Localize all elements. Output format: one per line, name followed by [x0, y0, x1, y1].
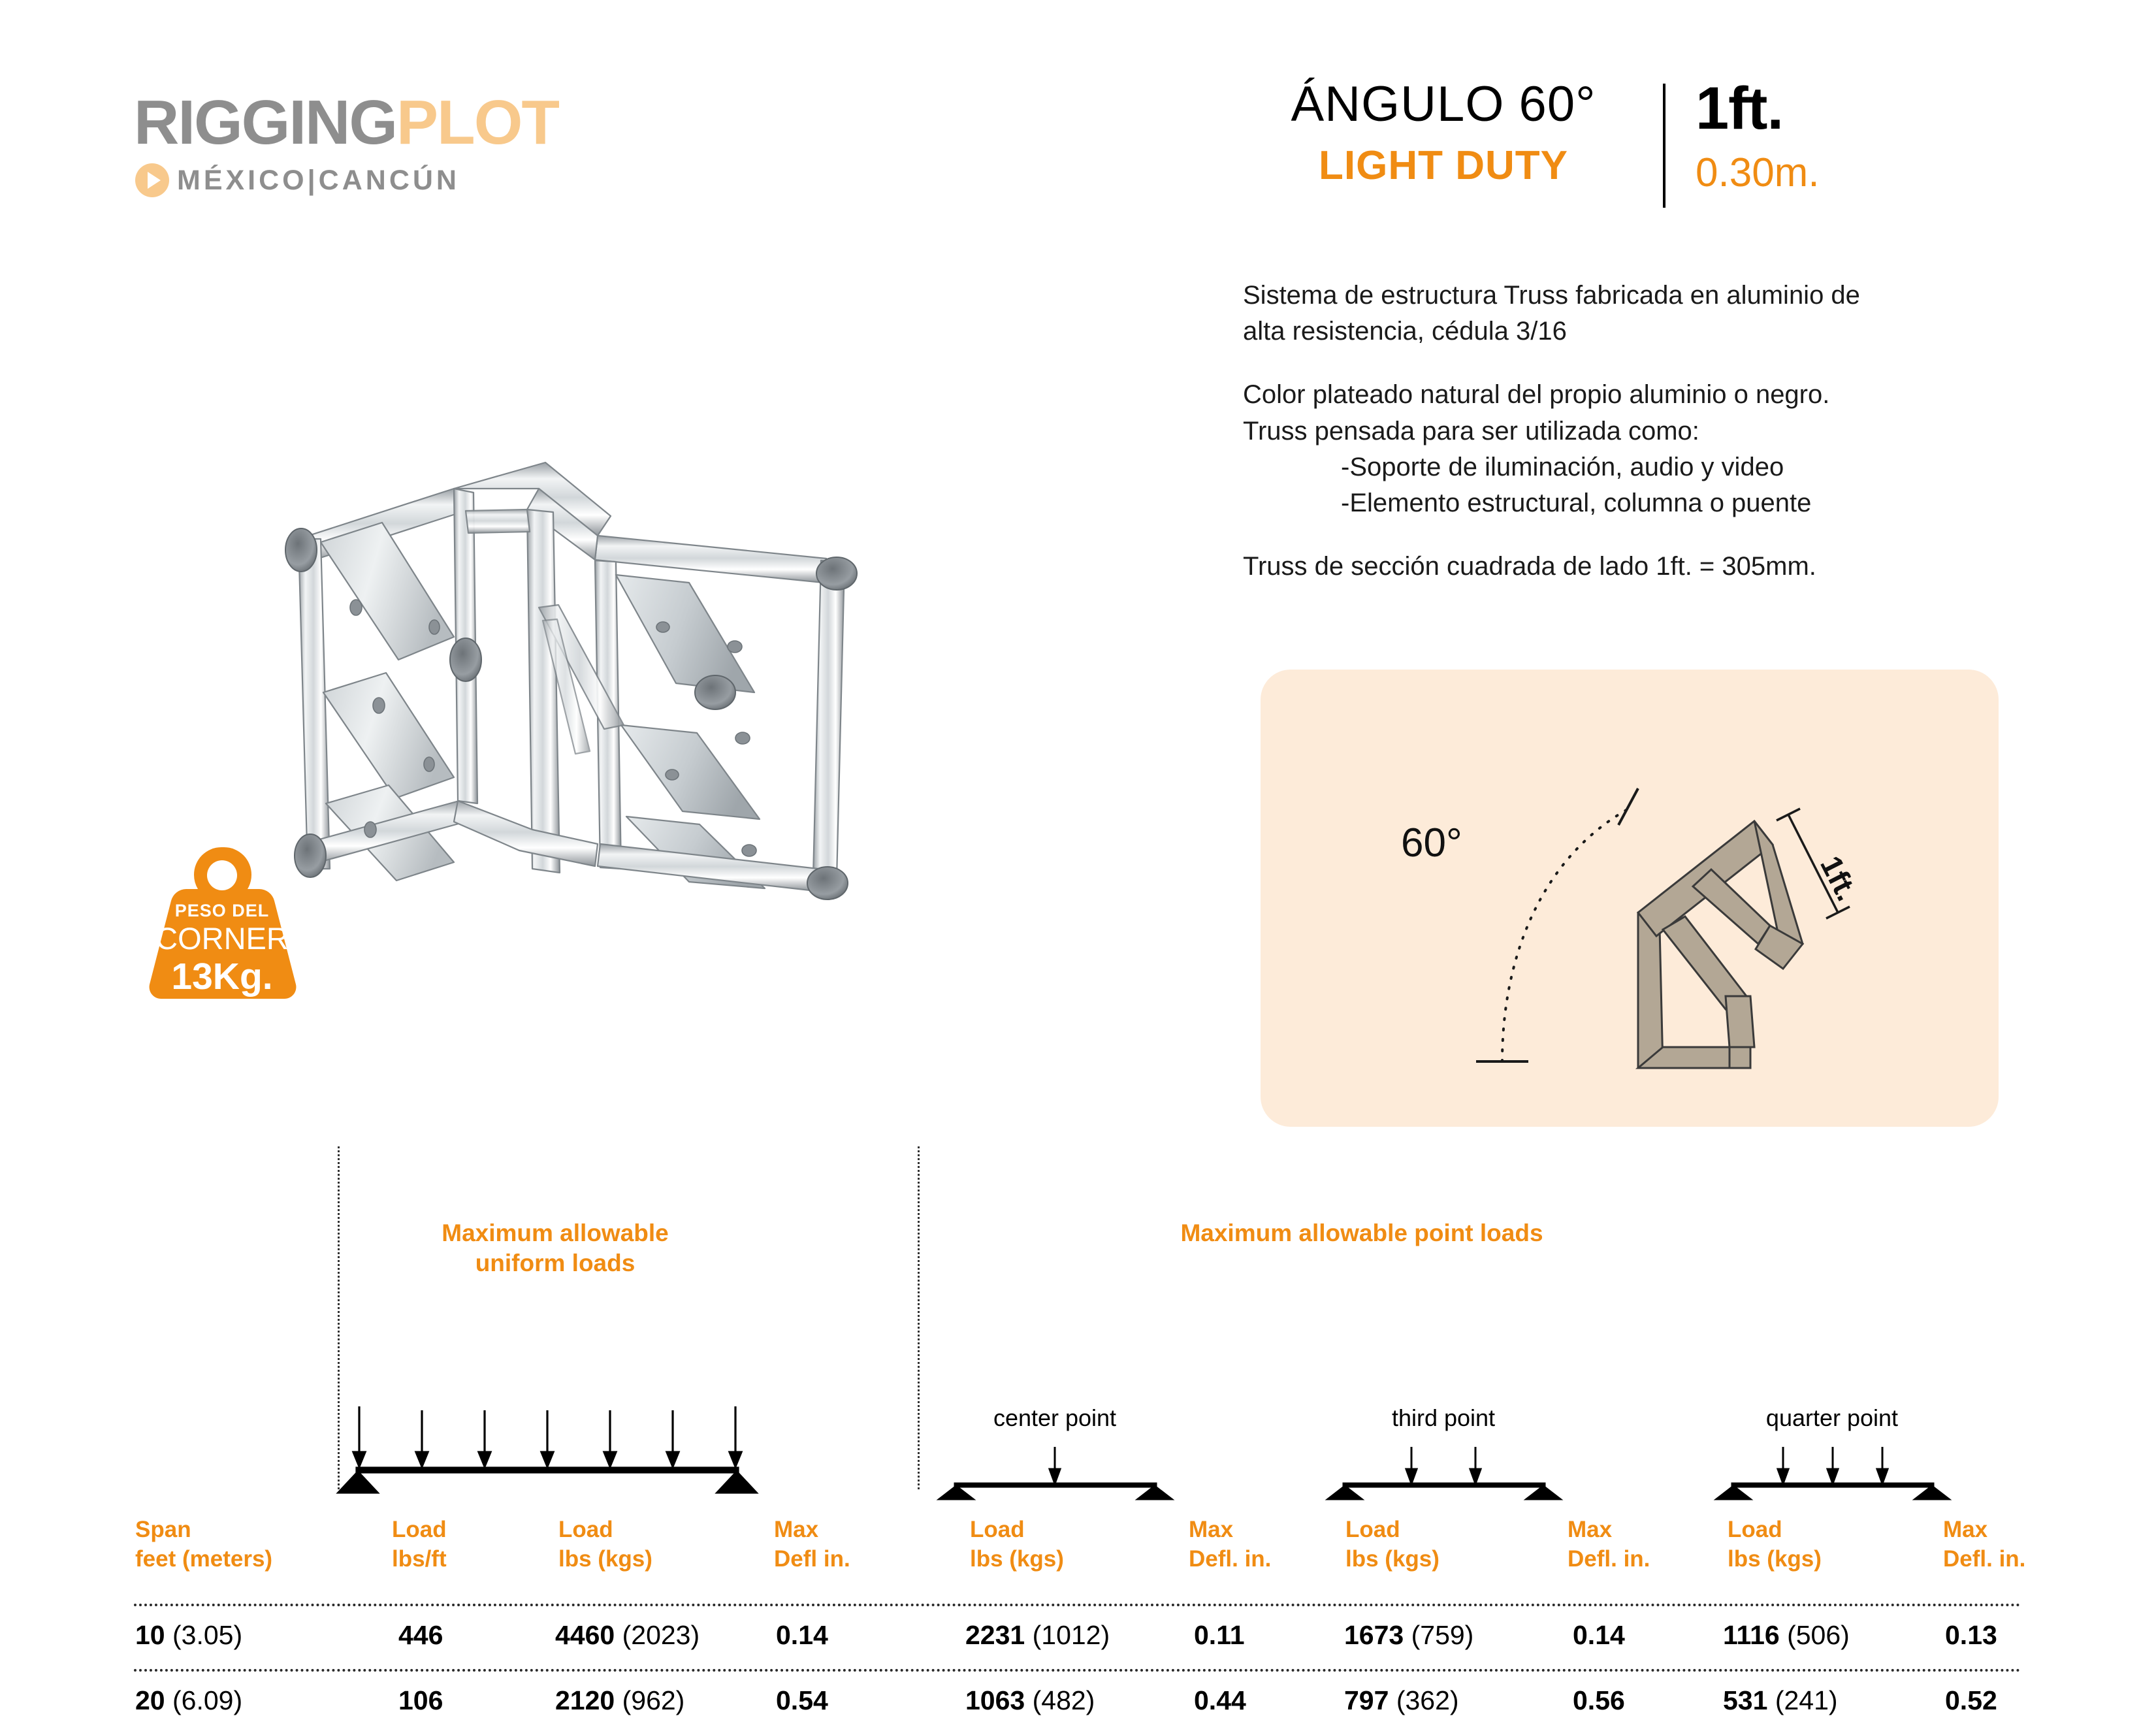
table-rule-top: [134, 1604, 2021, 1606]
column-divider-2: [918, 1146, 920, 1489]
page-title: ÁNGULO 60°: [1291, 76, 1596, 132]
col-8-l1: Load: [1728, 1517, 1782, 1542]
cell-uniform-lbsft-r1: 446: [398, 1620, 443, 1650]
col-1-l1: Load: [392, 1517, 447, 1542]
cell-third-defl-r2: 0.56: [1573, 1685, 1625, 1715]
cell-quarter-load-r1: [1723, 1620, 1850, 1651]
cell-uniform-defl-r2: 0.54: [776, 1685, 828, 1715]
cell-center-rest-r1: (1012): [1025, 1620, 1110, 1650]
col-span-l1: Span: [135, 1517, 191, 1542]
col-9-l1: Max: [1943, 1517, 1988, 1542]
diagram-third-point: [1323, 1447, 1564, 1499]
size-imperial: 1ft.: [1696, 75, 1783, 142]
cell-quarter-rest-r2: (241): [1767, 1685, 1838, 1715]
table-row: [135, 1685, 242, 1716]
cell-uniform-lbs-r2: [555, 1685, 684, 1716]
cell-quarter-bold-r2: 531: [1723, 1685, 1768, 1715]
support-left: [338, 1472, 378, 1493]
cell-uniform-lbs-bold-r2: 2120: [555, 1685, 615, 1715]
col-7-l2: Defl. in.: [1568, 1546, 1650, 1572]
col-1-l2: lbs/ft: [392, 1546, 447, 1572]
cell-third-rest-r2: (362): [1389, 1685, 1459, 1715]
col-2-l2: lbs (kgs): [558, 1546, 652, 1572]
desc-bullet-1: -Soporte de iluminación, audio y video: [1341, 452, 1784, 481]
logo-subtitle: MÉXICO|CANCÚN: [177, 164, 460, 196]
desc-line-4: Truss pensada para ser utilizada como:: [1243, 416, 1699, 445]
group-title-point: Maximum allowable point loads: [1180, 1220, 1543, 1246]
angle-value-label: 60°: [1401, 820, 1462, 866]
logo-word-rigging: RIGGING: [134, 88, 397, 157]
logo-word-plot: PLOT: [396, 88, 558, 157]
cell-third-bold-r1: 1673: [1344, 1620, 1404, 1650]
cell-span-bold-r2: 20: [135, 1685, 165, 1715]
cell-uniform-lbs-r1: [555, 1620, 700, 1651]
cell-quarter-defl-r1: 0.13: [1945, 1620, 1997, 1650]
col-9-l2: Defl. in.: [1943, 1546, 2026, 1572]
col-2-l1: Load: [558, 1517, 613, 1542]
group-title-uniform-line1: Maximum allowable: [442, 1220, 669, 1246]
angle-arc: [1502, 810, 1626, 1061]
col-span-l2: feet (meters): [135, 1546, 273, 1572]
dimension-label: 1ft.: [1814, 850, 1865, 907]
diagram-quarter-point: [1711, 1447, 1953, 1499]
cell-quarter-rest-r1: (506): [1779, 1620, 1850, 1650]
col-3-l1: Max: [774, 1517, 819, 1542]
diagram-label-third: third point: [1391, 1404, 1496, 1431]
product-image: [258, 412, 918, 928]
column-header-third-load: [1345, 1515, 1440, 1574]
cell-quarter-defl-r2: 0.52: [1945, 1685, 1997, 1715]
diagram-label-center: center point: [993, 1404, 1117, 1431]
diagram-label-quarter: quarter point: [1765, 1404, 1899, 1431]
angle-diagram-panel: [1261, 670, 1999, 1127]
group-title-uniform-line2: uniform loads: [475, 1250, 636, 1277]
col-3-l2: Defl in.: [774, 1546, 850, 1572]
column-header-quarter-load: [1728, 1515, 1822, 1574]
product-description: [1243, 278, 2014, 585]
cell-third-load-r1: [1344, 1620, 1473, 1651]
column-header-center-load: [970, 1515, 1064, 1574]
cell-uniform-lbs-rest-r1: (2023): [615, 1620, 700, 1650]
diagram-center-point: [934, 1447, 1176, 1499]
cell-quarter-load-r2: [1723, 1685, 1838, 1716]
desc-line-2: alta resistencia, cédula 3/16: [1243, 317, 1567, 346]
weight-badge: [140, 839, 304, 1003]
cell-quarter-bold-r1: 1116: [1723, 1620, 1780, 1650]
cell-third-rest-r1: (759): [1404, 1620, 1474, 1650]
header-divider: [1663, 84, 1665, 208]
col-5-l2: Defl. in.: [1189, 1546, 1272, 1572]
desc-line-1: Sistema de estructura Truss fabricada en aluminio de: [1243, 281, 1860, 310]
angle-arm-tick: [1618, 788, 1638, 825]
col-5-l1: Max: [1189, 1517, 1234, 1542]
size-metric: 0.30m.: [1696, 150, 1820, 195]
cell-center-defl-r2: 0.44: [1194, 1685, 1246, 1715]
col-6-l2: lbs (kgs): [1345, 1546, 1440, 1572]
column-header-span: [135, 1515, 272, 1574]
column-header-uniform-lbsft: [392, 1515, 447, 1574]
cell-center-defl-r1: 0.11: [1194, 1620, 1245, 1650]
cell-uniform-defl-r1: 0.14: [776, 1620, 828, 1650]
col-4-l1: Load: [970, 1517, 1025, 1542]
cell-center-rest-r2: (482): [1025, 1685, 1095, 1715]
column-header-uniform-lbs: [558, 1515, 652, 1574]
weight-badge-value: 13Kg.: [171, 956, 273, 997]
table-rule-middle: [134, 1669, 2021, 1672]
cell-center-load-r1: [965, 1620, 1110, 1651]
col-8-l2: lbs (kgs): [1728, 1546, 1822, 1572]
cell-third-defl-r1: 0.14: [1573, 1620, 1625, 1650]
col-4-l2: lbs (kgs): [970, 1546, 1064, 1572]
table-row: [135, 1620, 242, 1651]
cell-uniform-lbs-bold-r1: 4460: [555, 1620, 615, 1650]
cell-uniform-lbsft-r2: 106: [398, 1685, 443, 1715]
logo-subtitle-row: [135, 163, 558, 197]
diagram-uniform-load: [333, 1401, 829, 1493]
brand-logo: [134, 88, 558, 197]
beam-line: [357, 1468, 738, 1472]
cell-span-bold-r1: 10: [135, 1620, 165, 1650]
cell-center-load-r2: [965, 1685, 1095, 1716]
weight-badge-line2: CORNER: [155, 921, 289, 956]
desc-bullet-2: -Elemento estructural, columna o puente: [1341, 488, 1812, 517]
duty-class-label: LIGHT DUTY: [1319, 142, 1568, 188]
desc-line-3: Color plateado natural del propio aluminio o negro.: [1243, 380, 1830, 410]
play-icon: [135, 163, 169, 197]
cell-third-bold-r2: 797: [1344, 1685, 1389, 1715]
cell-span-rest-r2: (6.09): [165, 1685, 243, 1715]
group-title-uniform: [392, 1218, 718, 1279]
desc-line-5: Truss de sección cuadrada de lado 1ft. = 305mm.: [1243, 552, 1816, 581]
cell-center-bold-r1: 2231: [965, 1620, 1025, 1650]
column-header-quarter-defl: [1943, 1515, 2025, 1574]
load-arrows: [353, 1406, 741, 1466]
load-table-section: [0, 1146, 2156, 1715]
column-header-uniform-defl: [774, 1515, 850, 1574]
column-header-third-defl: [1568, 1515, 1650, 1574]
cell-uniform-lbs-rest-r2: (962): [615, 1685, 685, 1715]
cell-center-bold-r2: 1063: [965, 1685, 1025, 1715]
column-header-center-defl: [1189, 1515, 1271, 1574]
col-7-l1: Max: [1568, 1517, 1613, 1542]
product-header: [1241, 75, 2051, 208]
col-6-l1: Load: [1345, 1517, 1400, 1542]
support-right: [717, 1472, 756, 1493]
cell-span-rest-r1: (3.05): [165, 1620, 243, 1650]
weight-badge-line1: PESO DEL: [174, 901, 270, 920]
truss-corner-shape: [1638, 821, 1803, 1068]
cell-third-load-r2: [1344, 1685, 1459, 1716]
logo-wordmark: [134, 88, 558, 157]
